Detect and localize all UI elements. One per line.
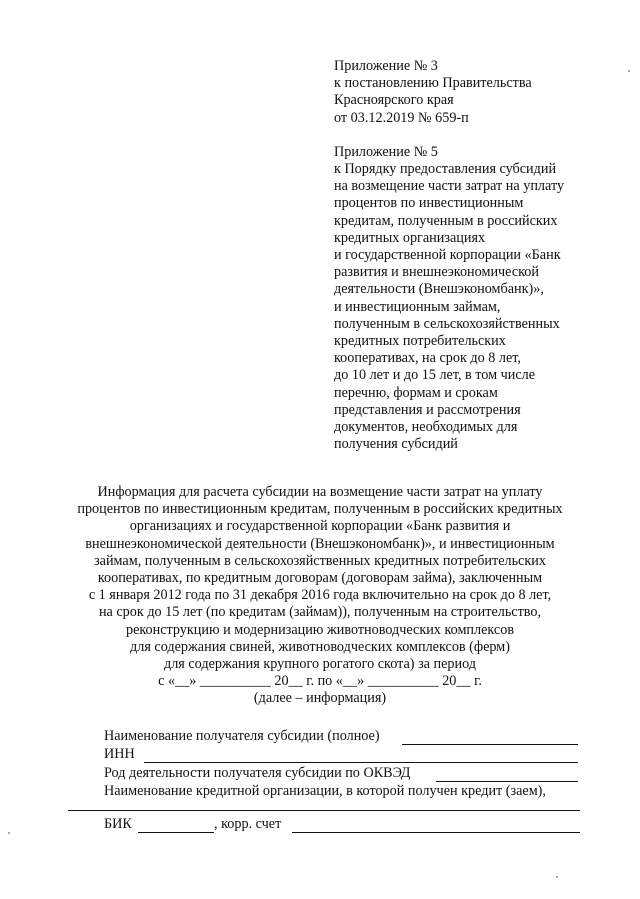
appendix5-line: кредитных потребительских <box>334 333 506 350</box>
appendix5-line: полученным в сельскохозяйственных <box>334 315 560 332</box>
appendix5-line: Приложение № 5 <box>334 143 438 160</box>
title-line: (далее – информация) <box>253 690 387 707</box>
title-line: займам, полученным в сельскохозяйственных кредитных потребительских <box>94 552 546 569</box>
title-line: для содержания свиней, животноводческих комплексов (ферм) <box>130 638 510 655</box>
bik-field[interactable] <box>138 832 214 833</box>
appendix5-line: документов, необходимых для <box>334 419 518 436</box>
appendix5-line: развития и внешнеэкономической <box>334 264 539 281</box>
inn-label: ИНН <box>104 746 135 762</box>
appendix5-line: до 10 лет и до 15 лет, в том числе <box>334 367 536 384</box>
appendix3-line: Приложение № 3 <box>334 58 438 74</box>
okved-label: Род деятельности получателя субсидии по ОКВЭД <box>104 765 411 781</box>
scan-speck <box>628 70 630 72</box>
corr-account-field[interactable] <box>292 832 580 833</box>
recipient-name-label: Наименование получателя субсидии (полное) <box>104 728 380 744</box>
appendix5-line: к Порядку предоставления субсидий <box>334 161 557 178</box>
credit-org-field[interactable] <box>68 810 580 811</box>
appendix5-line: деятельности (Внешэкономбанк)», <box>334 281 544 298</box>
appendix3-line: Красноярского края <box>334 92 454 109</box>
corr-account-label: , корр. счет <box>214 816 282 832</box>
title-line: с 1 января 2012 года по 31 декабря 2016 года включительно на срок до 8 лет, <box>88 587 552 604</box>
period-line: с «__» __________ 20__ г. по «__» __________ 20__ г. <box>158 673 482 690</box>
appendix5-line: кредитам, полученным в российских <box>334 212 558 229</box>
appendix5-line: представления и рассмотрения <box>334 401 521 418</box>
appendix-header <box>334 58 634 453</box>
bik-label: БИК <box>104 816 132 832</box>
document-title <box>60 484 580 708</box>
title-line: внешнеэкономической деятельности (Внешэкономбанк)», и инвестиционным <box>85 535 555 552</box>
title-line: Информация для расчета субсидии на возмещение части затрат на уплату <box>97 484 543 500</box>
appendix5-line: перечню, формам и срокам <box>334 384 498 401</box>
appendix3-line: к постановлению Правительства <box>334 75 532 92</box>
title-line: реконструкцию и модернизацию животноводческих комплексов <box>125 621 515 638</box>
scan-speck <box>8 832 10 834</box>
recipient-name-field[interactable] <box>402 744 578 745</box>
inn-field[interactable] <box>144 762 578 763</box>
title-line: для содержания крупного рогатого скота) за период <box>164 656 476 673</box>
appendix3-line: от 03.12.2019 № 659-п <box>334 109 469 126</box>
title-line: процентов по инвестиционным кредитам, полученным в российских кредитных <box>77 501 563 518</box>
credit-org-label: Наименование кредитной организации, в которой получен кредит (заем), <box>104 783 546 799</box>
appendix5-line: кооперативах, на срок до 8 лет, <box>334 350 521 367</box>
appendix5-line: и государственной корпорации «Банк <box>334 247 561 264</box>
okved-field[interactable] <box>436 781 578 782</box>
appendix5-line: и инвестиционным займам, <box>334 298 501 315</box>
appendix5-line: получения субсидий <box>334 436 458 453</box>
title-line: кооперативах, по кредитным договорам (договорам займа), заключенным <box>97 570 543 587</box>
title-line: на срок до 15 лет (по кредитам (займам)), полученным на строительство, <box>98 604 542 621</box>
appendix5-line: кредитных организациях <box>334 229 486 246</box>
scan-speck <box>556 876 558 878</box>
title-line: организациях и государственной корпорации «Банк развития и <box>129 518 511 535</box>
appendix5-line: на возмещение части затрат на уплату <box>334 178 565 195</box>
appendix5-line: процентов по инвестиционным <box>334 195 524 212</box>
spacer <box>334 127 634 144</box>
